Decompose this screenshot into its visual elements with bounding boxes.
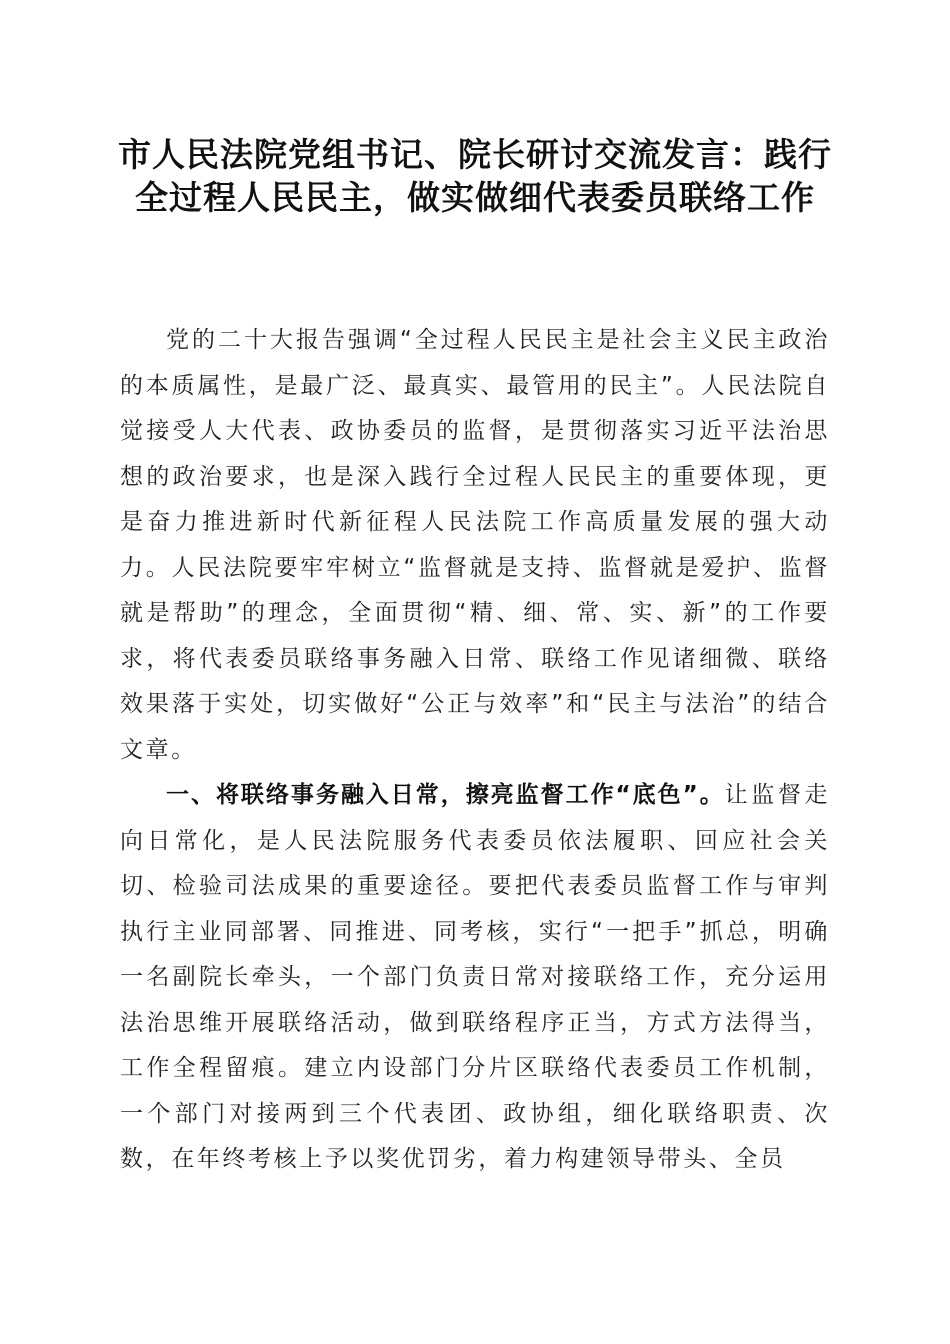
section-1-paragraph — [120, 773, 830, 1183]
section-1-text: 让监督走向日常化，是人民法院服务代表委员依法履职、回应社会关切、检验司法成果的重要途径。要把代表委员监督工作与审判执行主业同部署、同推进、同考核，实行“一把手”抓总，明确一名副院长牵头，一个部门负责日常对接联络工作，充分运用法治思维开展联络活动，做到联络程序正当，方式方法得当，工作全程留痕。建立内设部门分片区联络代表委员工作机制，一个部门对接两到三个代表团、政协组，细化联络职责、次数，在年终考核上予以奖优罚劣，着力构建领导带头、全员 — [120, 782, 830, 1172]
document-title: 市人民法院党组书记、院长研讨交流发言：践行全过程人民民主，做实做细代表委员联络工作 — [118, 135, 832, 217]
document-body — [120, 318, 830, 1183]
intro-paragraph — [120, 318, 830, 773]
intro-paragraph-text: 党的二十大报告强调“全过程人民民主是社会主义民主政治的本质属性，是最广泛、最真实、最管用的民主”。人民法院自觉接受人大代表、政协委员的监督，是贯彻落实习近平法治思想的政治要求，也是深入践行全过程人民民主的重要体现，更是奋力推进新时代新征程人民法院工作高质量发展的强大动力。人民法院要牢牢树立“监督就是支持、监督就是爱护、监督就是帮助”的理念，全面贯彻“精、细、常、实、新”的工作要求，将代表委员联络事务融入日常、联络工作见诸细微、联络效果落于实处，切实做好“公正与效率”和“民主与法治”的结合文章。 — [120, 327, 830, 763]
section-1-heading: 一、将联络事务融入日常，擦亮监督工作“底色”。 — [166, 782, 725, 808]
